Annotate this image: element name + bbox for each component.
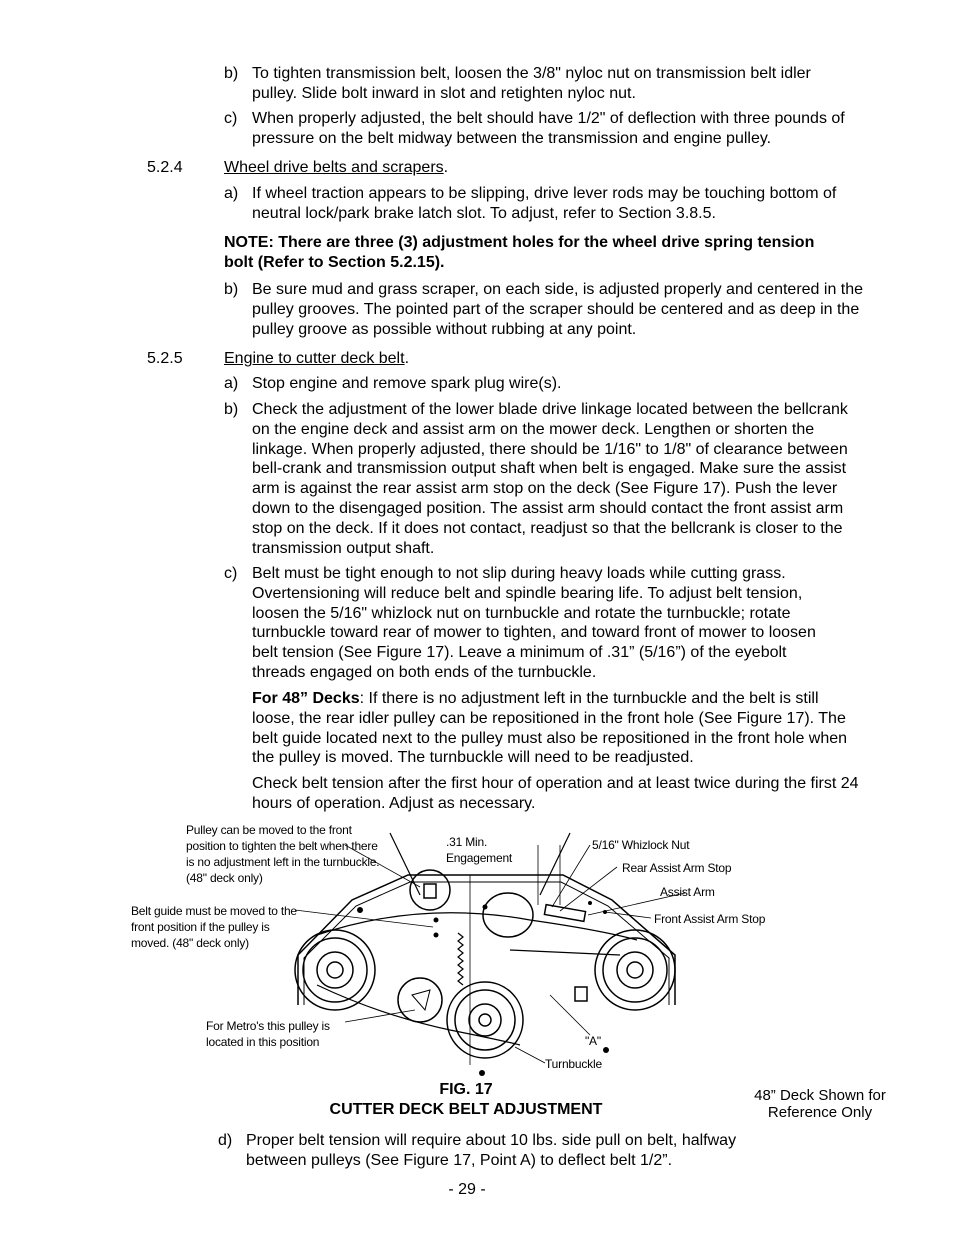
section-title: Wheel drive belts and scrapers.: [224, 159, 449, 176]
page-number: - 29 -: [448, 1181, 486, 1198]
item-label: a): [224, 375, 239, 392]
callout-min-engagement: .31 Min. Engagement: [446, 835, 513, 865]
item-label: b): [224, 401, 239, 418]
item-label: b): [224, 281, 239, 298]
item-label: b): [224, 65, 239, 82]
callout-assist-arm: Assist Arm: [660, 885, 715, 899]
paragraph: Proper belt tension will require about 10 lbs. side pull on belt, halfway between pulleys (See Figure 17, Point A) to deflect belt 1/2”.: [246, 1132, 737, 1169]
item-label: d): [218, 1132, 233, 1149]
paragraph: Be sure mud and grass scraper, on each side, is adjusted properly and centered in the pulley grooves. The pointed part of the scraper should be centered and as deep in the pulley groove as possible without rubbing at any point.: [252, 281, 864, 338]
paragraph: Belt must be tight enough to not slip during heavy loads while cutting grass. Overtensioning will reduce belt and spindle bearing life. To adjust belt tension, loosen the 5/16" whizlock nut on turnbuckle and rotate the turnbuckle; rotate turnbuckle toward rear of mower to tighten, and toward front of mower to loosen belt tension (See Figure 17). Leave a minimum of .31” (5/16”) of the eyebolt threads engaged on both ends of the turnbuckle.: [252, 565, 816, 681]
callout-point-a: "A": [585, 1034, 601, 1048]
callout-front-assist-arm-stop: Front Assist Arm Stop: [654, 912, 766, 926]
note: NOTE: There are three (3) adjustment holes for the wheel drive spring tension bolt (Refer to Section 5.2.15).: [224, 234, 815, 271]
figure-title: CUTTER DECK BELT ADJUSTMENT: [329, 1101, 603, 1118]
paragraph: To tighten transmission belt, loosen the 3/8" nyloc nut on transmission belt idler pulley. Slide bolt inward in slot and retighten nyloc nut.: [252, 65, 811, 102]
section-number: 5.2.5: [147, 350, 183, 367]
figure-number: FIG. 17: [439, 1081, 493, 1098]
item-label: c): [224, 110, 238, 127]
paragraph: If wheel traction appears to be slipping, drive lever rods may be touching bottom of neutral lock/park brake latch slot. To adjust, refer to Section 3.8.5.: [252, 185, 837, 222]
paragraph: Stop engine and remove spark plug wire(s).: [252, 375, 562, 392]
callout-turnbuckle: Turnbuckle: [545, 1057, 602, 1071]
item-label: c): [224, 565, 238, 582]
paragraph: Check the adjustment of the lower blade drive linkage located between the bellcrank on the engine deck and assist arm on the mower deck. Lengthen or shorten the linkage. When properly adjusted, there should be 1/16" to 1/8" of clearance between bell-crank and transmission output shaft when belt is engaged. Make sure the assist arm is against the rear assist arm stop on the deck (See Figure 17). Push the lever down to the disengaged position. The assist arm should contact the front assist arm stop on the deck. If it does not contact, readjust so that the bellcrank is closer to the transmission output shaft.: [252, 401, 848, 557]
section-title: Engine to cutter deck belt.: [224, 350, 410, 367]
callout-metro: For Metro's this pulley is located in this position: [206, 1019, 330, 1049]
paragraph-48-decks: For 48” Decks: If there is no adjustment left in the turnbuckle and the belt is still loose, the rear idler pulley can be repositioned in the front hole (See Figure 17). The belt guide located next to the pulley must also be repositioned in the front hole when the pulley is moved. The turnbuckle will need to be readjusted.: [252, 690, 848, 767]
reference-note: 48” Deck Shown for Reference Only: [754, 1087, 886, 1121]
callout-belt-guide: Belt guide must be moved to the front position if the pulley is moved. (48" deck only): [131, 904, 297, 950]
item-label: a): [224, 185, 239, 202]
paragraph: When properly adjusted, the belt should have 1/2" of deflection with three pounds of pressure on the belt midway between the transmission and engine pulley.: [252, 110, 845, 147]
callout-rear-assist-arm-stop: Rear Assist Arm Stop: [622, 861, 732, 875]
paragraph: Check belt tension after the first hour of operation and at least twice during the first 24 hours of operation. Adjust as necessary.: [252, 775, 859, 812]
callout-pulley-moved: Pulley can be moved to the front position to tighten the belt when there is no adjustment left in the turnbuckle. (48" deck only): [186, 823, 380, 885]
callout-whizlock-nut: 5/16" Whizlock Nut: [592, 838, 690, 852]
section-number: 5.2.4: [147, 159, 183, 176]
